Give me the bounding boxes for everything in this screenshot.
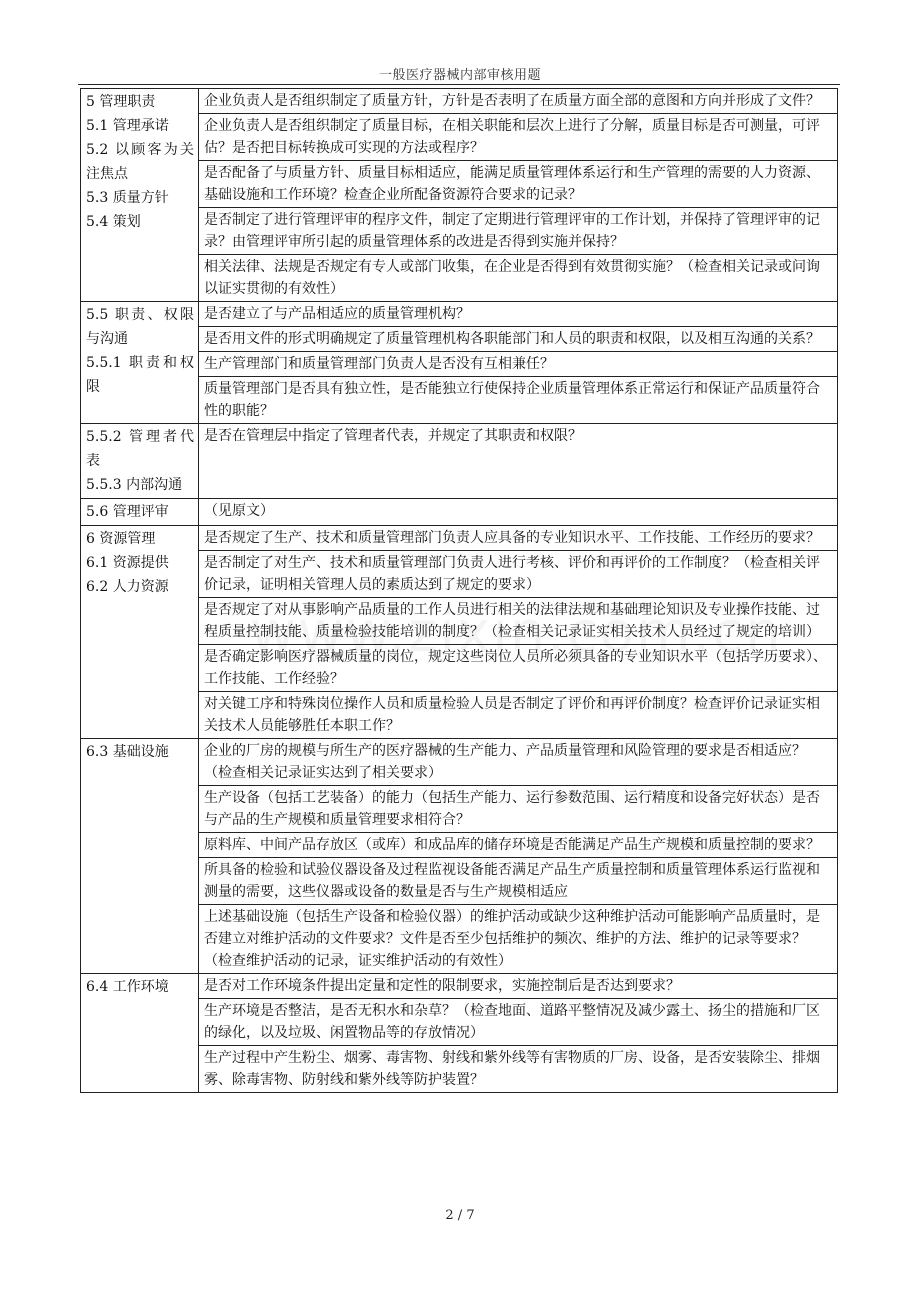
- audit-question: 是否制定了对生产、技术和质量管理部门负责人进行考核、评价和再评价的工作制度？（检查相关评价记录，证明相关管理人员的素质达到了规定的要求）: [199, 551, 838, 598]
- audit-question: 是否规定了对从事影响产品质量的工作人员进行相关的法律法规和基础理论知识及专业操作技能、过程质量控制技能、质量检验技能培训的制度？（检查相关记录证实相关技术人员经过了规定的培训）: [199, 598, 838, 645]
- section-heading: 5.3 质量方针: [86, 190, 169, 206]
- page-number: 2 / 7: [445, 1208, 475, 1223]
- audit-question: 所具备的检验和试验仪器设备及过程监视设备能否满足产品生产质量控制和质量管理体系运行监视和测量的需要，这些仪器或设备的数量是否与生产规模相适应: [199, 858, 838, 905]
- audit-question: 生产设备（包括工艺装备）的能力（包括生产能力、运行参数范围、运行精度和设备完好状态）是否与产品的生产规模和质量管理要求相符合？: [199, 786, 838, 833]
- audit-question: 企业负责人是否组织制定了质量方针，方针是否表明了在质量方面全部的意图和方向并形成了文件？: [199, 89, 838, 114]
- audit-question: 企业负责人是否组织制定了质量目标，在相关职能和层次上进行了分解，质量目标是否可测量，可评估？是否把目标转换成可实现的方法或程序？: [199, 114, 838, 161]
- section-heading: 5.6 管理评审: [86, 504, 169, 520]
- audit-question: 上述基础设施（包括生产设备和检验仪器）的维护活动或缺少这种维护活动可能影响产品质量时，是否建立对维护活动的文件要求？文件是否至少包括维护的频次、维护的方法、维护的记录等要求？（检查维护活动的记录，证实维护活动的有效性）: [199, 905, 838, 974]
- section-cell: [81, 499, 199, 526]
- audit-question: 对关键工序和特殊岗位操作人员和质量检验人员是否制定了评价和再评价制度？检查评价记录证实相关技术人员能够胜任本职工作？: [199, 692, 838, 739]
- section-heading: 5 管理职责: [86, 94, 156, 110]
- audit-question: 相关法律、法规是否规定有专人或部门收集，在企业是否得到有效贯彻实施？（检查相关记录或问询以证实贯彻的有效性）: [199, 255, 838, 302]
- audit-question: 原料库、中间产品存放区（或库）和成品库的储存环境是否能满足产品生产规模和质量控制的要求？: [199, 833, 838, 858]
- audit-question: 生产管理部门和质量管理部门负责人是否没有互相兼任？: [199, 352, 838, 377]
- section-cell: [81, 974, 199, 1093]
- page-header-title: 一般医疗器械内部审核用题: [378, 68, 541, 83]
- section-heading: 5.5.3 内部沟通: [86, 477, 183, 493]
- audit-question: 是否制定了进行管理评审的程序文件，制定了定期进行管理评审的工作计划，并保持了管理评审的记录？由管理评审所引起的质量管理体系的改进是否得到实施并保持？: [199, 208, 838, 255]
- section-cell: [81, 89, 199, 302]
- audit-question: 企业的厂房的规模与所生产的医疗器械的生产能力、产品质量管理和风险管理的要求是否相适应？（检查相关记录证实达到了相关要求）: [199, 739, 838, 786]
- header-divider: [78, 84, 840, 85]
- table-row: [81, 89, 838, 114]
- section-cell: [81, 526, 199, 739]
- table-row: [81, 499, 838, 526]
- audit-question: 是否配备了与质量方针、质量目标相适应，能满足质量管理体系运行和生产管理的需要的人力资源、基础设施和工作环境？检查企业所配备资源符合要求的记录？: [199, 161, 838, 208]
- section-heading: 5.4 策划: [86, 214, 141, 230]
- audit-question: 生产过程中产生粉尘、烟雾、毒害物、射线和紫外线等有害物质的厂房、设备，是否安装除尘、排烟雾、除毒害物、防射线和紫外线等防护装置？: [199, 1046, 838, 1093]
- section-heading: 6.1 资源提供: [86, 555, 169, 571]
- audit-question: 生产环境是否整洁，是否无积水和杂草？（检查地面、道路平整情况及减少露土、扬尘的措施和厂区的绿化，以及垃圾、闲置物品等的存放情况）: [199, 999, 838, 1046]
- section-cell: [81, 739, 199, 974]
- audit-question: （见原文）: [199, 499, 838, 526]
- table-row: [81, 302, 838, 327]
- table-row: [81, 526, 838, 551]
- table-row: [81, 974, 838, 999]
- audit-question: 质量管理部门是否具有独立性，是否能独立行使保持企业质量管理体系正常运行和保证产品质量符合性的职能？: [199, 377, 838, 424]
- section-heading: 5.5.1 职责和权限: [86, 355, 194, 395]
- section-heading: 6.3 基础设施: [86, 744, 169, 760]
- section-heading: 6.2 人力资源: [86, 579, 169, 595]
- section-cell: [81, 424, 199, 499]
- section-heading: 5.5.2 管理者代表: [86, 429, 194, 469]
- table-row: [81, 739, 838, 786]
- audit-question: 是否规定了生产、技术和质量管理部门负责人应具备的专业知识水平、工作技能、工作经历的要求？: [199, 526, 838, 551]
- audit-question: 是否用文件的形式明确规定了质量管理机构各职能部门和人员的职责和权限，以及相互沟通的关系？: [199, 327, 838, 352]
- section-heading: 6.4 工作环境: [86, 979, 169, 995]
- audit-question: 是否在管理层中指定了管理者代表，并规定了其职责和权限？: [199, 424, 838, 499]
- section-heading: 5.1 管理承诺: [86, 118, 169, 134]
- section-heading: 5.2 以顾客为关注焦点: [86, 142, 194, 182]
- table-row: [81, 424, 838, 499]
- section-heading: 5.5 职责、权限与沟通: [86, 307, 194, 347]
- section-cell: [81, 302, 199, 424]
- audit-question-table: [80, 88, 838, 1093]
- section-heading: 6 资源管理: [86, 531, 156, 547]
- audit-question: 是否确定影响医疗器械质量的岗位，规定这些岗位人员所必须具备的专业知识水平（包括学历要求）、工作技能、工作经验？: [199, 645, 838, 692]
- audit-question: 是否建立了与产品相适应的质量管理机构？: [199, 302, 838, 327]
- audit-question: 是否对工作环境条件提出定量和定性的限制要求，实施控制后是否达到要求？: [199, 974, 838, 999]
